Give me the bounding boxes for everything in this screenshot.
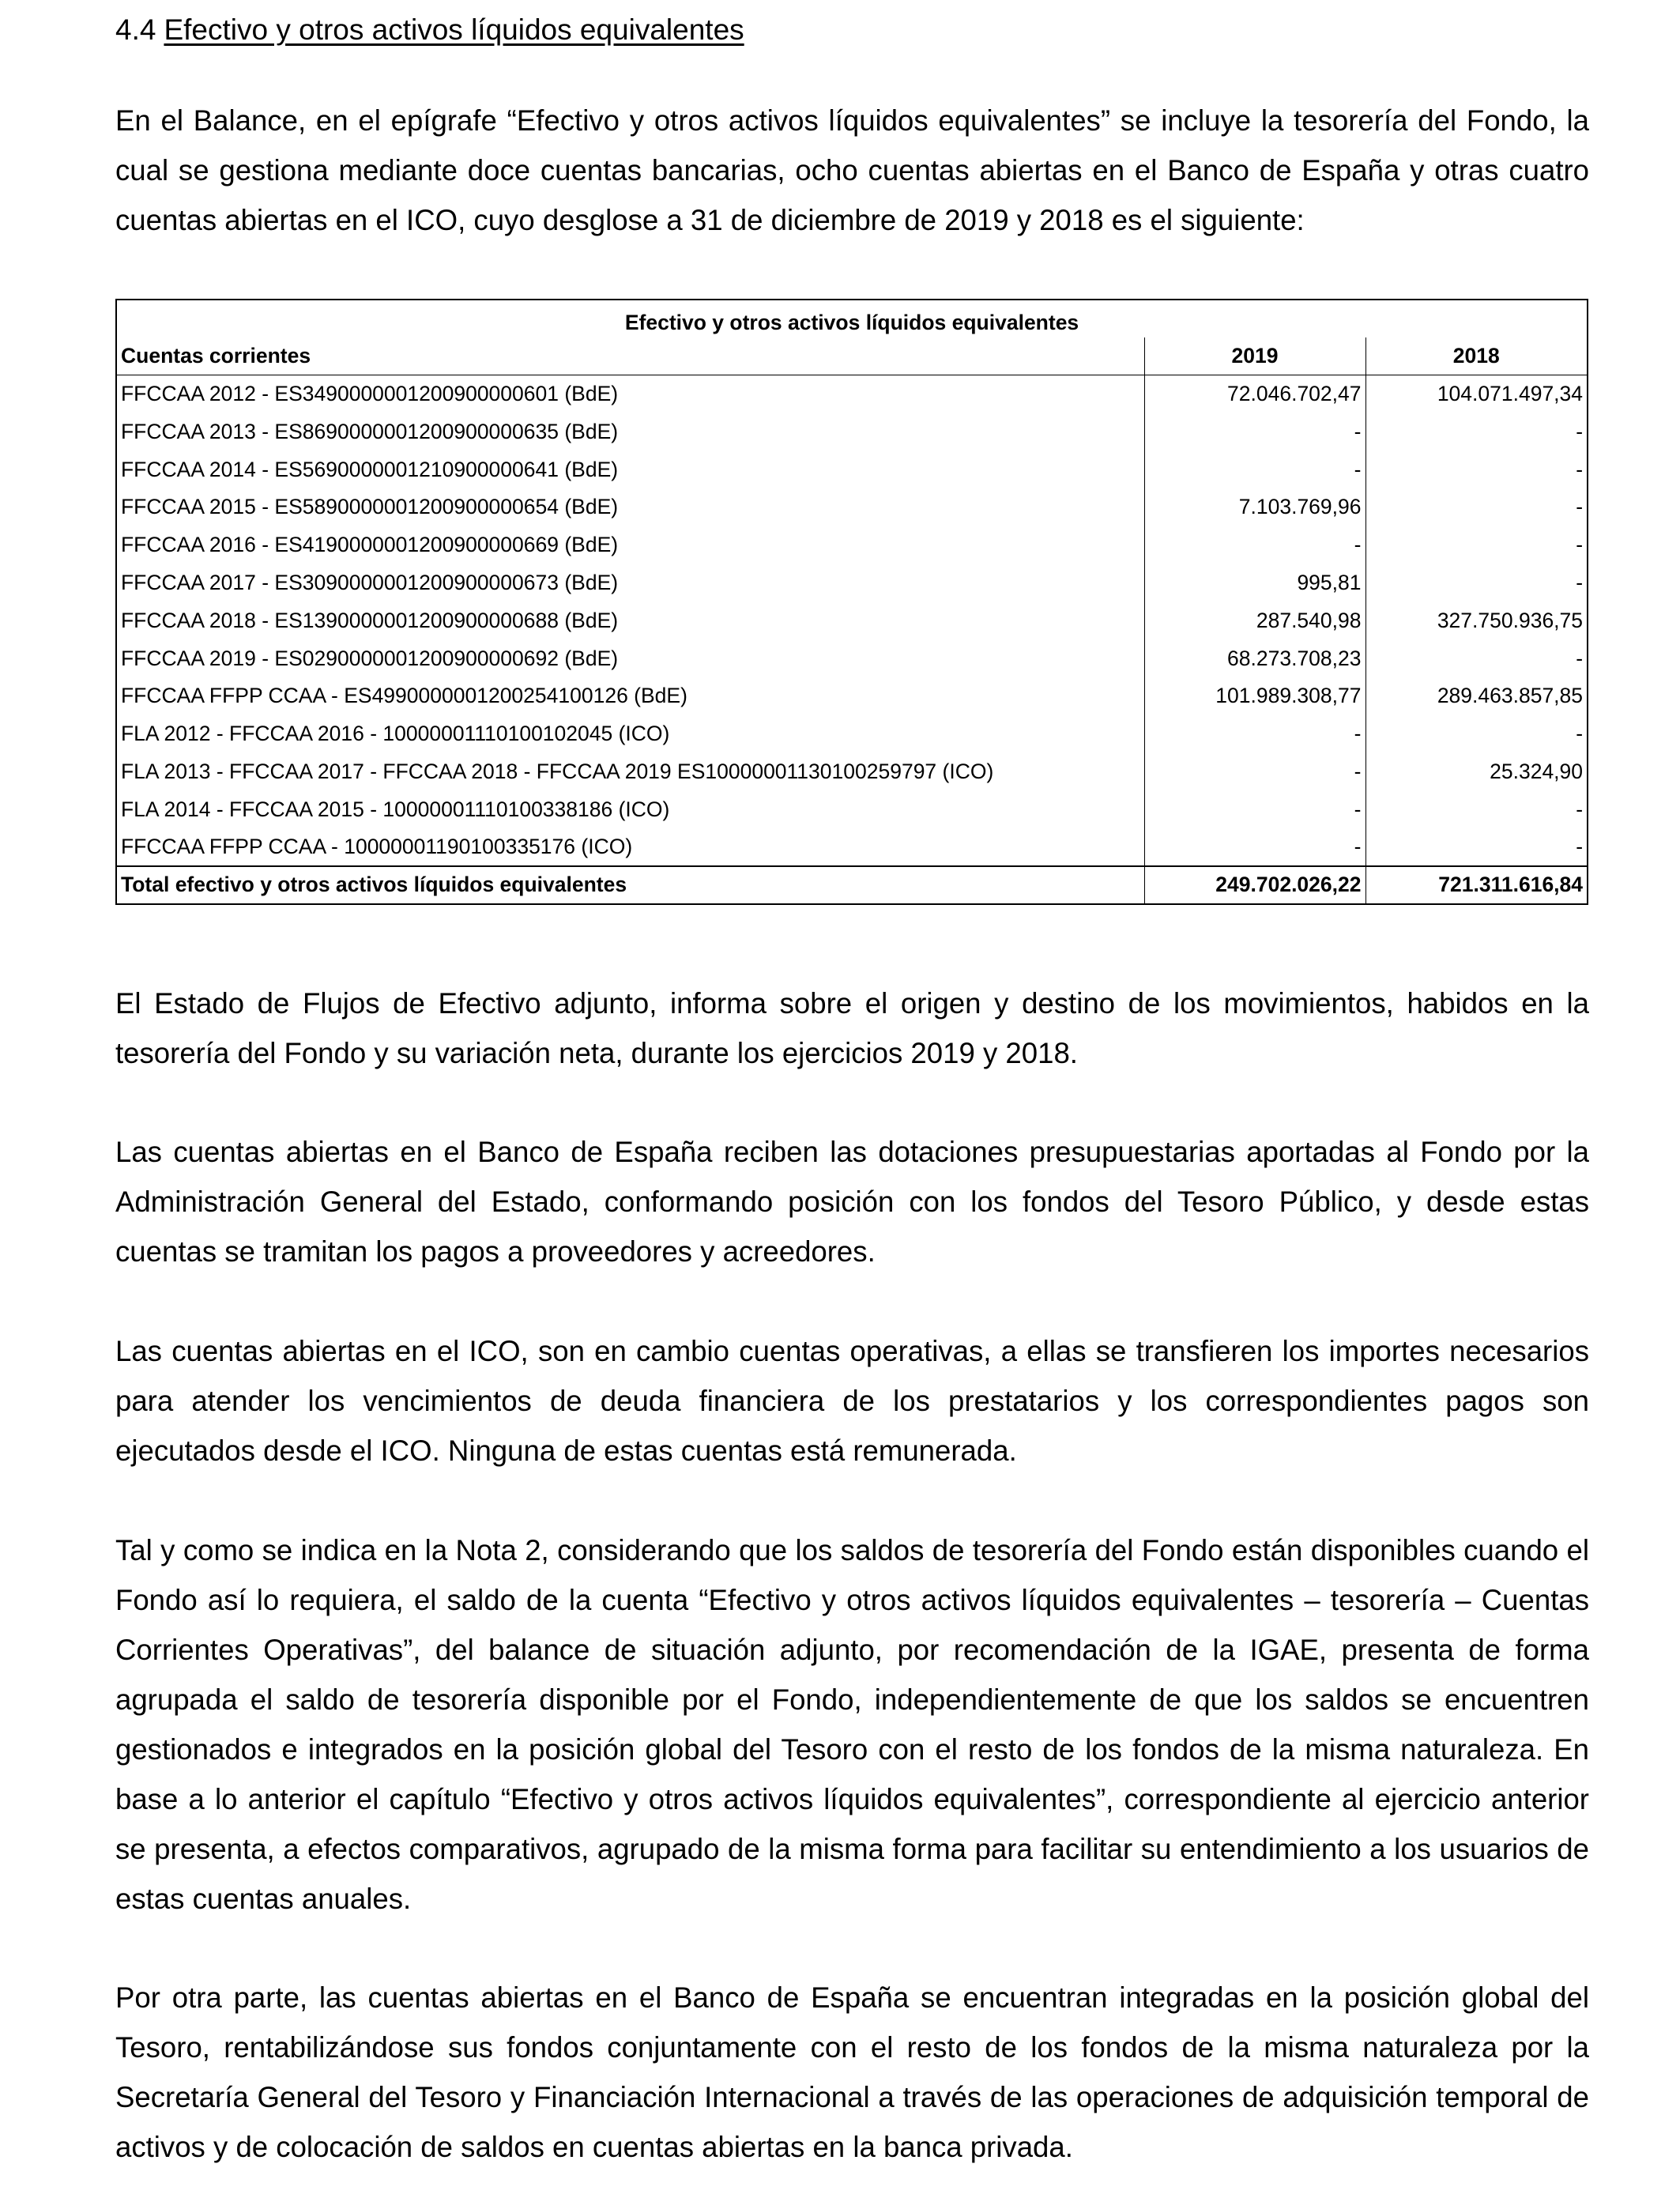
table-caption: Efectivo y otros activos líquidos equivalentes <box>116 300 1588 337</box>
table-total-row <box>116 866 1588 904</box>
value-2019-cell: 7.103.769,96 <box>1144 488 1365 526</box>
value-2018-cell: - <box>1365 790 1588 828</box>
section-number: 4.4 <box>115 13 156 46</box>
table-row <box>116 601 1588 639</box>
value-2019-cell: 72.046.702,47 <box>1144 375 1365 413</box>
value-2019-cell: - <box>1144 450 1365 488</box>
value-2018-cell: - <box>1365 413 1588 450</box>
value-2018-cell: - <box>1365 488 1588 526</box>
value-2018-cell: 327.750.936,75 <box>1365 601 1588 639</box>
table-row <box>116 715 1588 753</box>
value-2018-cell: - <box>1365 526 1588 564</box>
value-2018-cell: 289.463.857,85 <box>1365 677 1588 715</box>
account-cell: FFCCAA FFPP CCAA - ES4990000001200254100126 (BdE) <box>116 677 1144 715</box>
value-2018-cell: - <box>1365 828 1588 866</box>
header-2018: 2018 <box>1365 337 1588 375</box>
value-2019-cell: - <box>1144 753 1365 791</box>
bde-accounts-paragraph: Las cuentas abiertas en el Banco de España reciben las dotaciones presupuestarias aportadas al Fondo por la Administración General del Estado, conformando posición con los fondos del Tesoro Público, y desde estas cuentas se tramitan los pagos a proveedores y acreedores. <box>115 1136 1589 1268</box>
table-row <box>116 677 1588 715</box>
account-cell: FFCCAA 2014 - ES5690000001210900000641 (BdE) <box>116 450 1144 488</box>
table-row <box>116 753 1588 791</box>
account-cell: FFCCAA 2012 - ES3490000001200900000601 (BdE) <box>116 375 1144 413</box>
value-2019-cell: - <box>1144 828 1365 866</box>
account-cell: FLA 2014 - FFCCAA 2015 - 10000001110100338186 (ICO) <box>116 790 1144 828</box>
section-heading <box>115 6 744 54</box>
value-2018-cell: 104.071.497,34 <box>1365 375 1588 413</box>
value-2018-cell: 25.324,90 <box>1365 753 1588 791</box>
account-cell: FFCCAA 2017 - ES3090000001200900000673 (BdE) <box>116 564 1144 602</box>
value-2019-cell: - <box>1144 526 1365 564</box>
value-2018-cell: - <box>1365 639 1588 677</box>
value-2019-cell: - <box>1144 790 1365 828</box>
table-row <box>116 526 1588 564</box>
value-2018-cell: - <box>1365 564 1588 602</box>
note2-paragraph: Tal y como se indica en la Nota 2, considerando que los saldos de tesorería del Fondo están disponibles cuando el Fondo así lo requiera, el saldo de la cuenta “Efectivo y otros activos líquidos equivalentes – tesorería – Cuentas Corrientes Operativas”, del balance de situación adjunto, por recomendación de la IGAE, presenta de forma agrupada el saldo de tesorería disponible por el Fondo, independientemente de que los saldos se encuentren gestionados e integrados en la posición global del Tesoro con el resto de los fondos de la misma naturaleza. En base a lo anterior el capítulo “Efectivo y otros activos líquidos equivalentes”, correspondiente al ejercicio anterior se presenta, a efectos comparativos, agrupado de la misma forma para facilitar su entendimiento a los usuarios de estas cuentas anuales. <box>115 1534 1589 1915</box>
value-2019-cell: 101.989.308,77 <box>1144 677 1365 715</box>
value-2018-cell: - <box>1365 715 1588 753</box>
table-row <box>116 375 1588 413</box>
total-2018: 721.311.616,84 <box>1365 866 1588 904</box>
account-cell: FFCCAA 2018 - ES1390000001200900000688 (BdE) <box>116 601 1144 639</box>
value-2019-cell: 995,81 <box>1144 564 1365 602</box>
account-cell: FLA 2012 - FFCCAA 2016 - 10000001110100102045 (ICO) <box>116 715 1144 753</box>
account-cell: FFCCAA 2019 - ES0290000001200900000692 (BdE) <box>116 639 1144 677</box>
table-header-row <box>116 337 1588 375</box>
cash-flow-paragraph: El Estado de Flujos de Efectivo adjunto, informa sobre el origen y destino de los movimientos, habidos en la tesorería del Fondo y su variación neta, durante los ejercicios 2019 y 2018. <box>115 987 1589 1069</box>
value-2019-cell: 287.540,98 <box>1144 601 1365 639</box>
value-2018-cell: - <box>1365 450 1588 488</box>
table-row <box>116 828 1588 866</box>
section-title: Efectivo y otros activos líquidos equivalentes <box>164 13 744 46</box>
account-cell: FFCCAA 2015 - ES5890000001200900000654 (BdE) <box>116 488 1144 526</box>
cash-table <box>115 299 1588 905</box>
account-cell: FFCCAA 2016 - ES4190000001200900000669 (BdE) <box>116 526 1144 564</box>
value-2019-cell: 68.273.708,23 <box>1144 639 1365 677</box>
table-row <box>116 413 1588 450</box>
table-row <box>116 488 1588 526</box>
value-2019-cell: - <box>1144 715 1365 753</box>
table-row <box>116 639 1588 677</box>
intro-paragraph: En el Balance, en el epígrafe “Efectivo y otros activos líquidos equivalentes” se incluye la tesorería del Fondo, la cual se gestiona mediante doce cuentas bancarias, ocho cuentas abiertas en el Banco de España y otras cuatro cuentas abiertas en el ICO, cuyo desglose a 31 de diciembre de 2019 y 2018 es el siguiente: <box>115 104 1589 236</box>
total-label: Total efectivo y otros activos líquidos equivalentes <box>116 866 1144 904</box>
value-2019-cell: - <box>1144 413 1365 450</box>
account-cell: FLA 2013 - FFCCAA 2017 - FFCCAA 2018 - FFCCAA 2019 ES10000001130100259797 (ICO) <box>116 753 1144 791</box>
ico-accounts-paragraph: Las cuentas abiertas en el ICO, son en cambio cuentas operativas, a ellas se transfieren los importes necesarios para atender los vencimientos de deuda financiera de los prestatarios y los correspondientes pagos son ejecutados desde el ICO. Ninguna de estas cuentas está remunerada. <box>115 1335 1589 1467</box>
treasury-paragraph: Por otra parte, las cuentas abiertas en el Banco de España se encuentran integradas en la posición global del Tesoro, rentabilizándose sus fondos conjuntamente con el resto de los fondos de la misma naturaleza por la Secretaría General del Tesoro y Financiación Internacional a través de las operaciones de adquisición temporal de activos y de colocación de saldos en cuentas abiertas en la banca privada. <box>115 1981 1589 2163</box>
table-row <box>116 450 1588 488</box>
account-cell: FFCCAA 2013 - ES8690000001200900000635 (BdE) <box>116 413 1144 450</box>
table-row <box>116 790 1588 828</box>
total-2019: 249.702.026,22 <box>1144 866 1365 904</box>
account-cell: FFCCAA FFPP CCAA - 10000001190100335176 (ICO) <box>116 828 1144 866</box>
table-row <box>116 564 1588 602</box>
header-2019: 2019 <box>1144 337 1365 375</box>
header-accounts: Cuentas corrientes <box>116 337 1144 375</box>
